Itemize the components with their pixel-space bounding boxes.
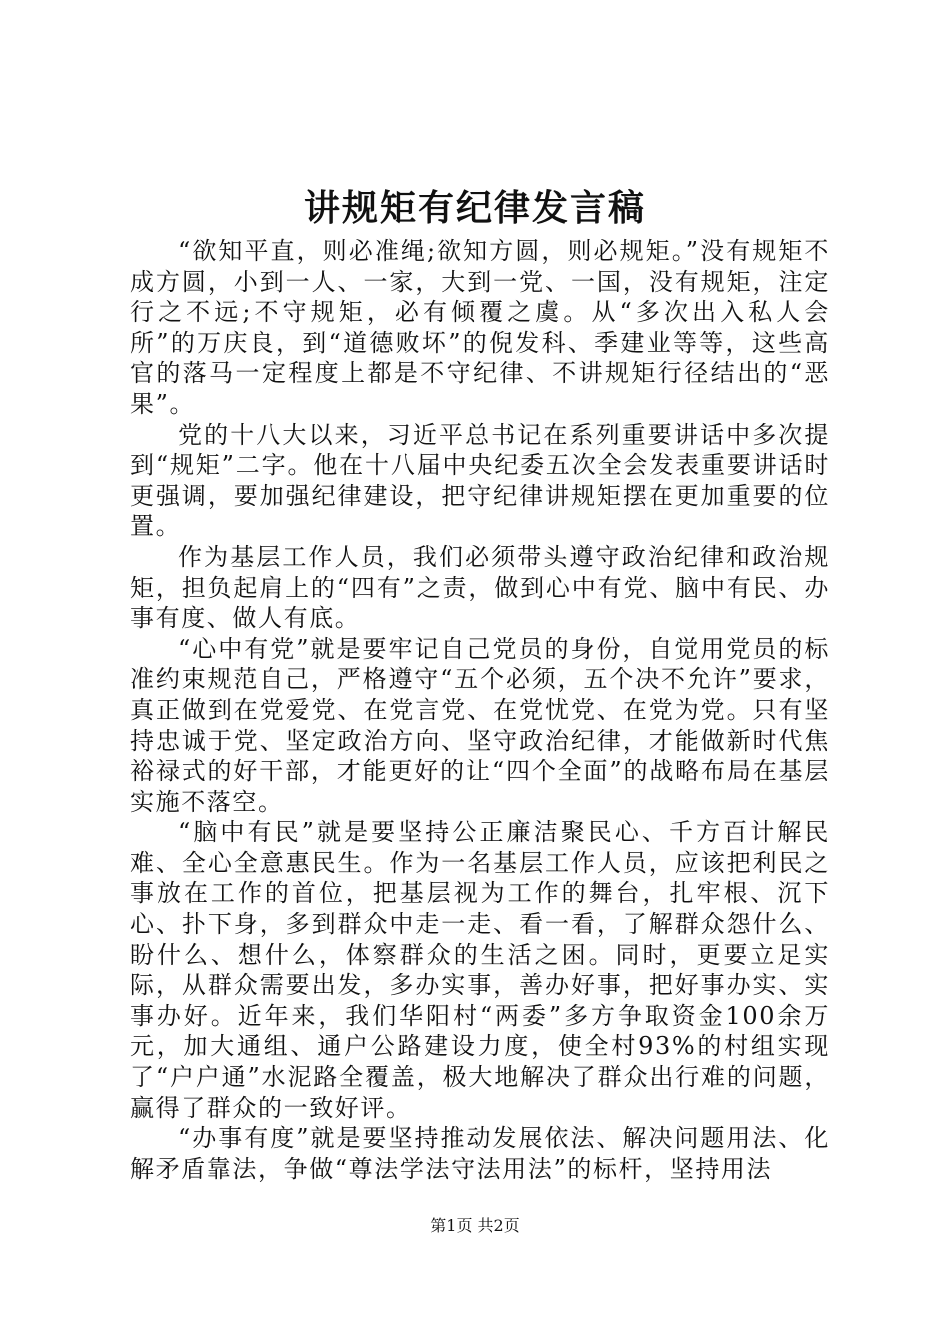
document-body [130,236,830,1184]
paragraph-3: 作为基层工作人员，我们必须带头遵守政治纪律和政治规矩，担负起肩上的“四有”之责，做到心中有党、脑中有民、办事有度、做人有底。 [130,542,830,633]
paragraph-1: “欲知平直，则必准绳;欲知方圆，则必规矩。”没有规矩不成方圆，小到一人、一家，大到一党、一国，没有规矩，注定行之不远;不守规矩，必有倾覆之虞。从“多次出入私人会所”的万庆良，到“道德败坏”的倪发科、季建业等等，这些高官的落马一定程度上都是不守纪律、不讲规矩行径结出的“恶果”。 [130,237,830,418]
paragraph-4: “心中有党”就是要牢记自己党员的身份，自觉用党员的标准约束规范自己，严格遵守“五个必须，五个决不允许”要求，真正做到在党爱党、在党言党、在党忧党、在党为党。只有坚持忠诚于党、坚定政治方向、坚守政治纪律，才能做新时代焦裕禄式的好干部，才能更好的让“四个全面”的战略布局在基层实施不落空。 [130,634,830,816]
paragraph-5: “脑中有民”就是要坚持公正廉洁聚民心、千方百计解民难、全心全意惠民生。作为一名基层工作人员，应该把利民之事放在工作的首位，把基层视为工作的舞台，扎牢根、沉下心、扑下身，多到群众中走一走、看一看，了解群众怨什么、盼什么、想什么，体察群众的生活之困。同时，更要立足实际，从群众需要出发，多办实事，善办好事，把好事办实、实事办好。近年来，我们华阳村“两委”多方争取资金100余万元，加大通组、通户公路建设力度，使全村93%的村组实现了“户户通”水泥路全覆盖，极大地解决了群众出行难的问题，赢得了群众的一致好评。 [130,818,830,1122]
paragraph-2: 党的十八大以来，习近平总书记在系列重要讲话中多次提到“规矩”二字。他在十八届中央纪委五次全会发表重要讲话时更强调，要加强纪律建设，把守纪律讲规矩摆在更加重要的位置。 [130,420,830,541]
paragraph-6: “办事有度”就是要坚持推动发展依法、解决问题用法、化解矛盾靠法，争做“尊法学法守法用法”的标杆，坚持用法 [130,1124,830,1183]
document-title: 讲规矩有纪律发言稿 [303,187,646,229]
page-footer: 第1页 共2页 [430,1216,520,1235]
